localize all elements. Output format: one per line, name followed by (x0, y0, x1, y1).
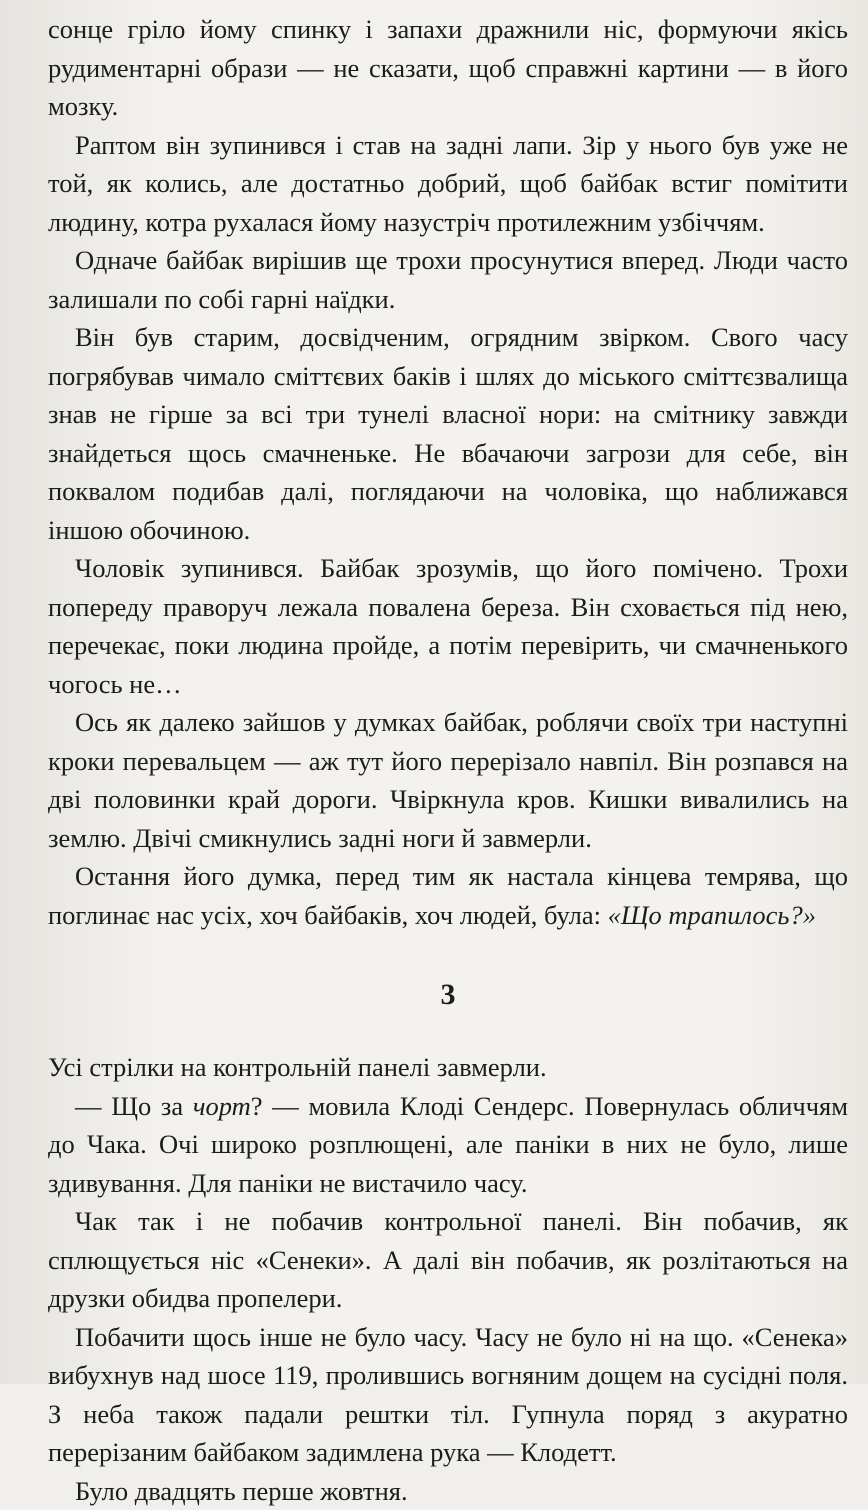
body-paragraph: Було двадцять перше жовтня. (48, 1472, 848, 1510)
dialogue-paragraph (48, 1087, 848, 1203)
body-paragraph: Одначе байбак вирішив ще трохи просунутися вперед. Люди часто залишали по собі гарні наїдки. (48, 241, 848, 318)
dialogue-part2: ? — мовила Клоді Сендерс. Повернулась обличчям до Чака. Очі широко розплющені, але паніки в них не було, лише здивування. Для паніки не вистачило часу. (48, 1091, 848, 1198)
body-paragraph: Раптом він зупинився і став на задні лапи. Зір у нього був уже не той, як колись, але достатньо добрий, щоб байбак встиг помітити людину, котра рухалася йому назустріч протилежним узбіччям. (48, 126, 848, 242)
last-thought-italic: «Що трапилось?» (608, 900, 816, 930)
dialogue-italic: чорт (193, 1091, 251, 1121)
body-paragraph: Ось як далеко зайшов у думках байбак, роблячи своїх три наступні кроки перевальцем — аж тут його перерізало навпіл. Він розпався на дві половинки край дороги. Чвіркнула кров. Кишки вивалились на землю. Двічі смикнулись задні ноги й завмерли. (48, 703, 848, 857)
dialogue-part1: — Що за (75, 1091, 193, 1121)
last-thought-text: Остання його думка, перед тим як настала кінцева темрява, що поглинає нас усіх, хоч байбаків, хоч людей, була: (48, 861, 848, 930)
chapter-opening-paragraph: Усі стрілки на контрольній панелі завмерли. (48, 1048, 848, 1087)
body-paragraph: Побачити щось інше не було часу. Часу не було ні на що. «Сенека» вибухнув над шосе 119, пролившись вогняним дощем на сусідні поля. З неба також падали рештки тіл. Гупнула поряд з акуратно перерізаним байбаком задимлена рука — Клодетт. (48, 1318, 848, 1472)
body-paragraph: Чоловік зупинився. Байбак зрозумів, що його помічено. Трохи попереду праворуч лежала повалена береза. Він сховається під нею, перечекає, поки людина пройде, а потім перевірить, чи смачненького чогось не… (48, 549, 848, 703)
body-paragraph: Чак так і не побачив контрольної панелі. Він побачив, як сплющується ніс «Сенеки». А далі він побачив, як розлітаються на друзки обидва пропелери. (48, 1202, 848, 1318)
body-paragraph: Він був старим, досвідченим, огрядним звірком. Свого часу погрябував чимало сміттєвих баків і шлях до міського сміттєзвалища знав не гірше за всі три тунелі власної нори: на смітнику завжди знайдеться щось смачненьке. Не вбачаючи загрози для себе, він поквалом подибав далі, поглядаючи на чоловіка, що наближався іншою обочиною. (48, 318, 848, 549)
body-paragraph-last-thought (48, 857, 848, 934)
chapter-number: 3 (48, 934, 848, 1048)
body-paragraph: сонце гріло йому спинку і запахи дражнили ніс, формуючи якісь рудиментарні образи — не сказати, щоб справжні картини — в його мозку. (48, 10, 848, 126)
